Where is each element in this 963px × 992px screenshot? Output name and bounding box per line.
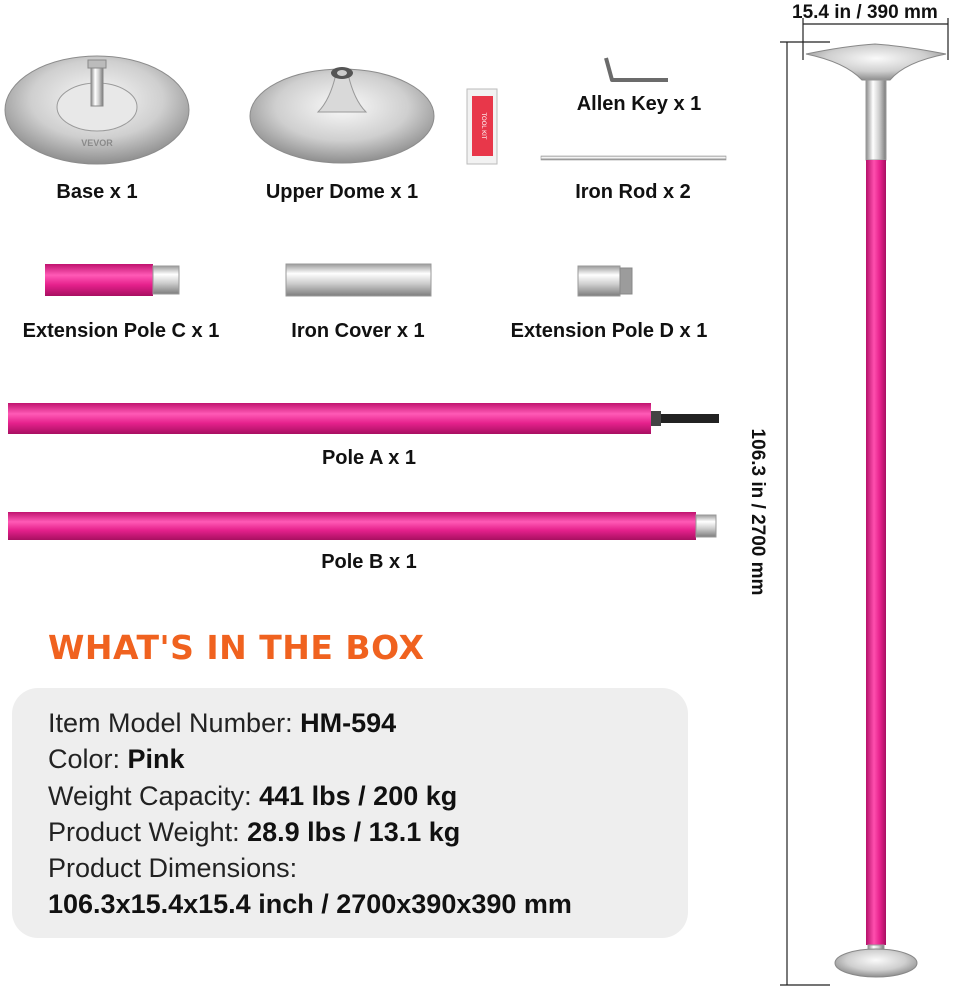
pole-a-image: [8, 403, 719, 434]
pole-b-image: [8, 512, 716, 540]
height-dimension-label: 106.3 in / 2700 mm: [747, 428, 768, 596]
pole-b-label: Pole B x 1: [321, 551, 417, 573]
spec-capacity: [48, 781, 457, 812]
spec-color-label: Color:: [48, 744, 128, 774]
iron-cover-label: Iron Cover x 1: [291, 320, 425, 342]
spec-dimensions-value-text: 106.3x15.4x15.4 inch / 2700x390x390 mm: [48, 889, 572, 919]
base-label: Base x 1: [56, 181, 138, 203]
spec-dimensions-label: Product Dimensions:: [48, 853, 298, 883]
allen-key-label: Allen Key x 1: [576, 93, 702, 115]
upper-dome-label: Upper Dome x 1: [265, 181, 419, 203]
spec-color: [48, 744, 185, 775]
upper-dome-image: [250, 67, 434, 163]
spec-weight-value: 28.9 lbs / 13.1 kg: [247, 817, 461, 847]
iron-cover-image: [286, 264, 431, 296]
spec-capacity-value: 441 lbs / 200 kg: [259, 781, 458, 811]
pole-a-label: Pole A x 1: [321, 447, 417, 469]
spec-dimensions-value: [48, 889, 572, 920]
specs-panel: [12, 688, 688, 938]
whats-in-the-box-heading: WHAT'S IN THE BOX: [48, 628, 425, 667]
spec-model-label: Item Model Number:: [48, 708, 301, 738]
allen-key-image: [606, 58, 668, 80]
extension-pole-c-label: Extension Pole C x 1: [22, 320, 220, 342]
iron-rod-label: Iron Rod x 2: [575, 181, 691, 203]
iron-rod-image: [541, 156, 726, 160]
width-dimension-label: 15.4 in / 390 mm: [792, 2, 938, 23]
spec-weight: [48, 817, 460, 848]
spec-weight-label: Product Weight:: [48, 817, 248, 847]
extension-pole-d-image: [578, 266, 632, 296]
spec-model-value: HM-594: [300, 708, 397, 738]
spec-model: [48, 708, 396, 739]
tool-kit-image: [467, 89, 497, 164]
extension-pole-d-label: Extension Pole D x 1: [510, 320, 708, 342]
height-dimension-line: [780, 42, 830, 985]
tool-kit-text: TOOL KIT: [480, 112, 486, 140]
base-brand-text: VEVOR: [81, 138, 113, 148]
spec-color-value: Pink: [127, 744, 185, 774]
base-image: [5, 56, 189, 164]
spec-capacity-label: Weight Capacity:: [48, 781, 260, 811]
extension-pole-c-image: [45, 264, 179, 296]
assembled-pole-image: [806, 44, 946, 977]
